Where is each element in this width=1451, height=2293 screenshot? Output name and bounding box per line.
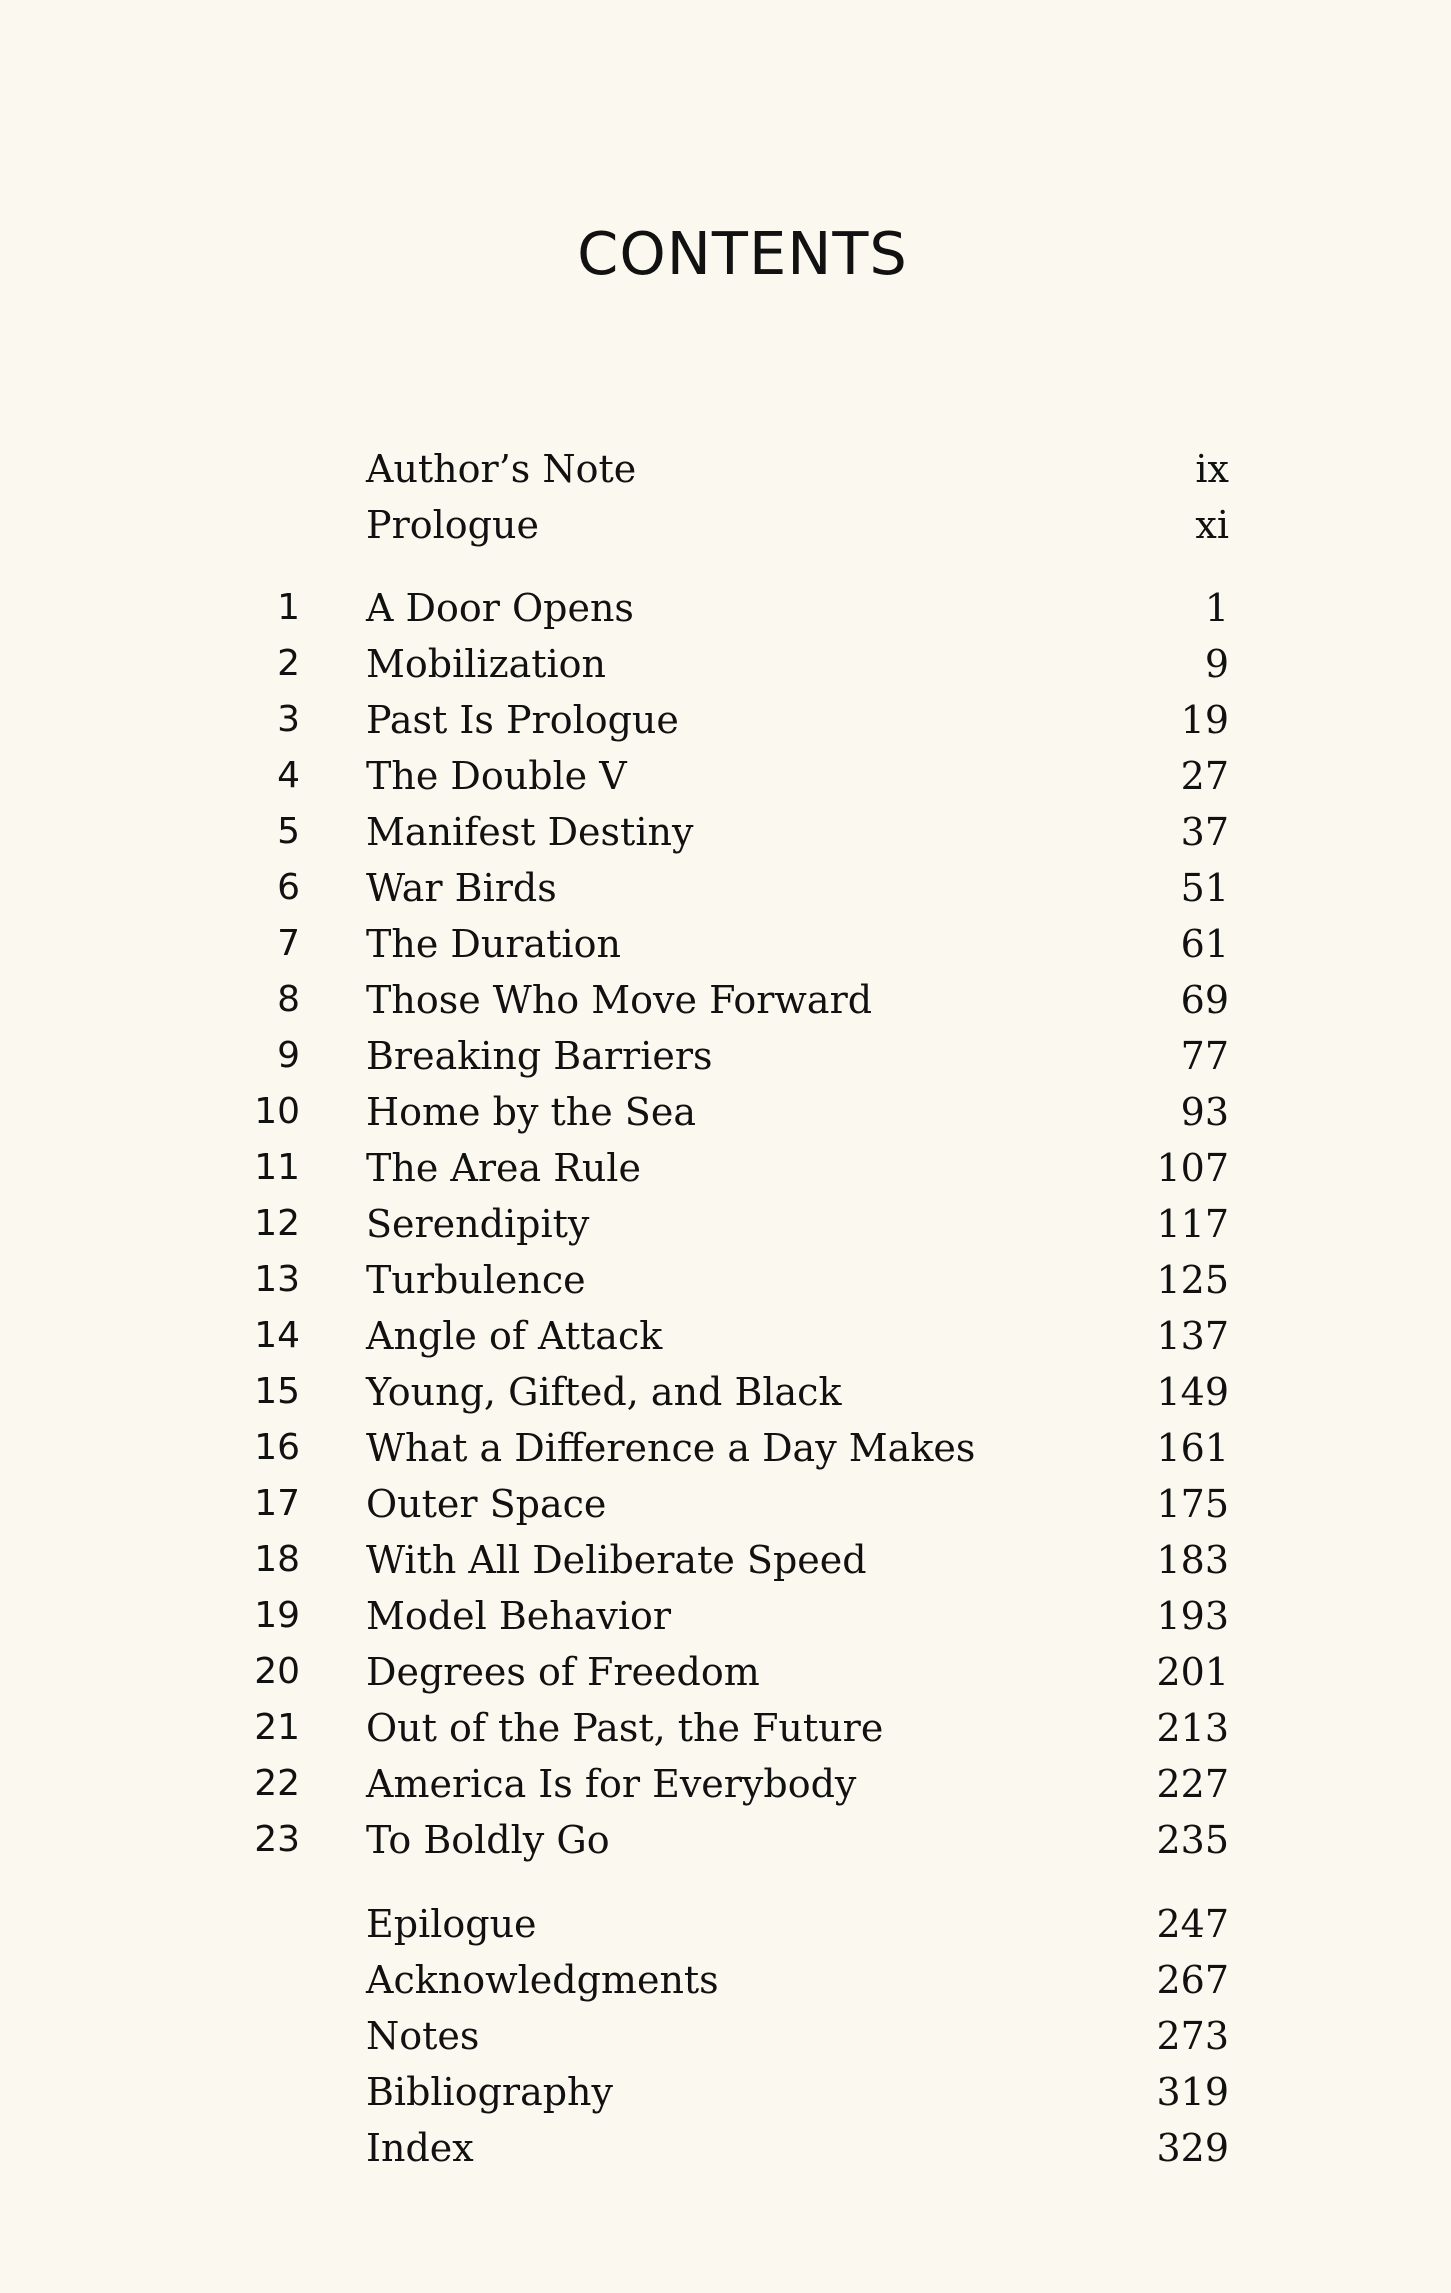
toc-chapter-row bbox=[0, 972, 1451, 1028]
toc-chapter-row bbox=[0, 1476, 1451, 1532]
toc-entry-label: Author’s Note bbox=[366, 447, 637, 491]
chapter-page: 9 bbox=[1204, 642, 1229, 686]
chapter-title: Out of the Past, the Future bbox=[366, 1706, 884, 1750]
toc-entry-notes bbox=[0, 2008, 1451, 2064]
chapter-number: 14 bbox=[254, 1315, 300, 1356]
chapter-page: 61 bbox=[1180, 922, 1229, 966]
toc-entry-page: xi bbox=[1195, 503, 1229, 547]
toc-chapter-row bbox=[0, 1588, 1451, 1644]
chapter-number: 16 bbox=[254, 1427, 300, 1468]
chapter-title: Turbulence bbox=[366, 1258, 586, 1302]
toc-entry-page: 273 bbox=[1156, 2014, 1229, 2058]
chapter-title: Model Behavior bbox=[366, 1594, 672, 1638]
chapter-title: The Double V bbox=[366, 754, 627, 798]
chapter-page: 27 bbox=[1180, 754, 1229, 798]
chapter-page: 149 bbox=[1156, 1370, 1229, 1414]
toc-chapter-row bbox=[0, 1420, 1451, 1476]
chapter-page: 175 bbox=[1156, 1482, 1229, 1526]
chapter-page: 69 bbox=[1180, 978, 1229, 1022]
chapter-number: 11 bbox=[254, 1147, 300, 1188]
toc-chapter-row bbox=[0, 1532, 1451, 1588]
toc-entry-bibliography bbox=[0, 2064, 1451, 2120]
chapter-number: 13 bbox=[254, 1259, 300, 1300]
chapter-title: Degrees of Freedom bbox=[366, 1650, 760, 1694]
toc-chapter-row bbox=[0, 804, 1451, 860]
chapter-title: America Is for Everybody bbox=[366, 1762, 857, 1806]
chapter-title: Outer Space bbox=[366, 1482, 607, 1526]
chapter-number: 6 bbox=[277, 867, 300, 908]
chapter-title: Angle of Attack bbox=[366, 1314, 663, 1358]
chapter-number: 19 bbox=[254, 1595, 300, 1636]
toc-entry-epilogue bbox=[0, 1896, 1451, 1952]
toc-chapter-row bbox=[0, 748, 1451, 804]
chapter-number: 22 bbox=[254, 1763, 300, 1804]
toc-entry-label: Index bbox=[366, 2126, 474, 2170]
chapter-number: 2 bbox=[277, 643, 300, 684]
chapter-title: With All Deliberate Speed bbox=[366, 1538, 867, 1582]
toc-entry-authors-note bbox=[0, 441, 1451, 497]
toc-chapter-row bbox=[0, 1196, 1451, 1252]
toc-entry-label: Prologue bbox=[366, 503, 539, 547]
chapter-page: 213 bbox=[1156, 1706, 1229, 1750]
toc-entry-label: Epilogue bbox=[366, 1902, 537, 1946]
toc-chapter-row bbox=[0, 1364, 1451, 1420]
chapter-number: 5 bbox=[277, 811, 300, 852]
chapter-page: 183 bbox=[1156, 1538, 1229, 1582]
toc-entry-acknowledgments bbox=[0, 1952, 1451, 2008]
chapter-title: Breaking Barriers bbox=[366, 1034, 713, 1078]
chapter-page: 1 bbox=[1204, 586, 1229, 630]
chapter-page: 117 bbox=[1156, 1202, 1229, 1246]
chapter-title: To Boldly Go bbox=[366, 1818, 610, 1862]
chapter-title: The Duration bbox=[366, 922, 621, 966]
toc-entry-page: ix bbox=[1195, 447, 1229, 491]
toc-chapter-row bbox=[0, 1644, 1451, 1700]
chapter-number: 18 bbox=[254, 1539, 300, 1580]
toc-entry-label: Notes bbox=[366, 2014, 480, 2058]
chapter-number: 23 bbox=[254, 1819, 300, 1860]
chapter-page: 235 bbox=[1156, 1818, 1229, 1862]
chapter-title: A Door Opens bbox=[366, 586, 634, 630]
toc-chapter-row bbox=[0, 1308, 1451, 1364]
chapter-page: 193 bbox=[1156, 1594, 1229, 1638]
chapter-page: 51 bbox=[1180, 866, 1229, 910]
toc-chapter-row bbox=[0, 1084, 1451, 1140]
chapter-number: 8 bbox=[277, 979, 300, 1020]
toc-entry-page: 329 bbox=[1156, 2126, 1229, 2170]
toc-entry-label: Bibliography bbox=[366, 2070, 613, 2114]
page-title: CONTENTS bbox=[577, 219, 908, 288]
chapter-page: 37 bbox=[1180, 810, 1229, 854]
chapter-number: 21 bbox=[254, 1707, 300, 1748]
chapter-number: 20 bbox=[254, 1651, 300, 1692]
toc-chapter-row bbox=[0, 916, 1451, 972]
chapter-title: Past Is Prologue bbox=[366, 698, 679, 742]
chapter-page: 201 bbox=[1156, 1650, 1229, 1694]
chapter-page: 137 bbox=[1156, 1314, 1229, 1358]
chapter-number: 3 bbox=[277, 699, 300, 740]
toc-chapter-row bbox=[0, 1812, 1451, 1868]
toc-entry-prologue bbox=[0, 497, 1451, 553]
toc-entry-index bbox=[0, 2120, 1451, 2176]
toc-chapter-row bbox=[0, 1028, 1451, 1084]
toc-chapter-row bbox=[0, 636, 1451, 692]
chapter-title: Manifest Destiny bbox=[366, 810, 694, 854]
chapter-title: Those Who Move Forward bbox=[366, 978, 873, 1022]
chapter-number: 4 bbox=[277, 755, 300, 796]
chapter-number: 1 bbox=[277, 587, 300, 628]
chapter-title: Serendipity bbox=[366, 1202, 590, 1246]
toc-entry-label: Acknowledgments bbox=[366, 1958, 719, 2002]
chapter-title: War Birds bbox=[366, 866, 557, 910]
chapter-title: Young, Gifted, and Black bbox=[366, 1370, 842, 1414]
chapter-page: 19 bbox=[1180, 698, 1229, 742]
toc-entry-page: 247 bbox=[1156, 1902, 1229, 1946]
chapter-page: 93 bbox=[1180, 1090, 1229, 1134]
chapter-title: What a Difference a Day Makes bbox=[366, 1426, 976, 1470]
chapter-number: 17 bbox=[254, 1483, 300, 1524]
chapter-page: 107 bbox=[1156, 1146, 1229, 1190]
chapter-number: 10 bbox=[254, 1091, 300, 1132]
chapter-page: 227 bbox=[1156, 1762, 1229, 1806]
toc-chapter-row bbox=[0, 1252, 1451, 1308]
toc-entry-page: 319 bbox=[1156, 2070, 1229, 2114]
chapter-page: 161 bbox=[1156, 1426, 1229, 1470]
toc-chapter-row bbox=[0, 860, 1451, 916]
chapter-number: 7 bbox=[277, 923, 300, 964]
chapter-page: 77 bbox=[1180, 1034, 1229, 1078]
chapter-title: Mobilization bbox=[366, 642, 607, 686]
chapter-number: 12 bbox=[254, 1203, 300, 1244]
chapter-number: 15 bbox=[254, 1371, 300, 1412]
chapter-number: 9 bbox=[277, 1035, 300, 1076]
toc-chapter-row bbox=[0, 1700, 1451, 1756]
toc-chapter-row bbox=[0, 1756, 1451, 1812]
chapter-title: Home by the Sea bbox=[366, 1090, 696, 1134]
chapter-title: The Area Rule bbox=[366, 1146, 641, 1190]
toc-chapter-row bbox=[0, 580, 1451, 636]
toc-entry-page: 267 bbox=[1156, 1958, 1229, 2002]
chapter-page: 125 bbox=[1156, 1258, 1229, 1302]
toc-chapter-row bbox=[0, 1140, 1451, 1196]
toc-chapter-row bbox=[0, 692, 1451, 748]
